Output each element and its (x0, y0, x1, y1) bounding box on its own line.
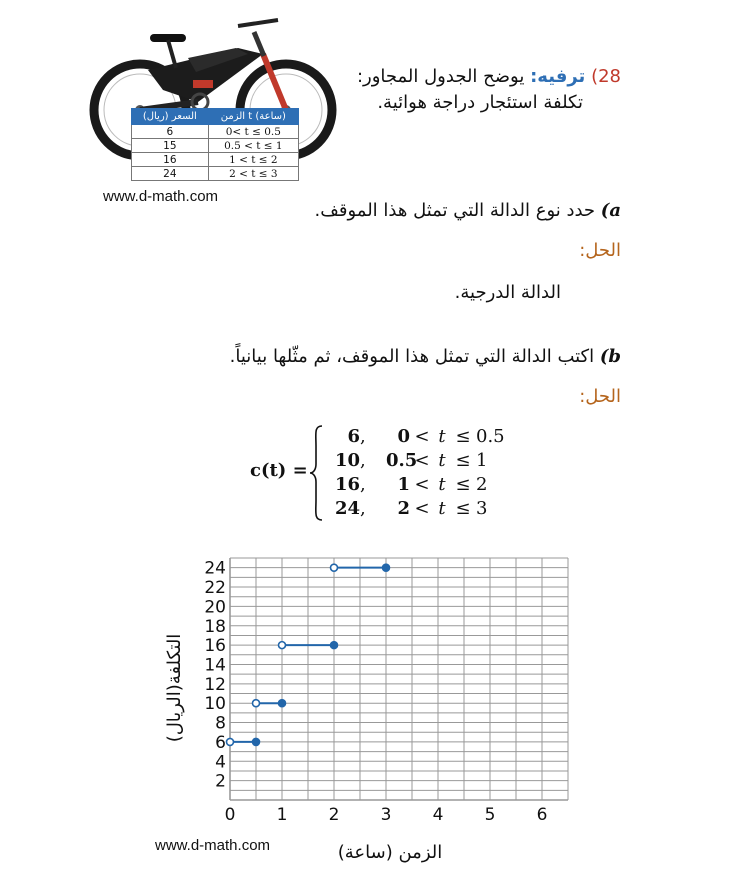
part-a-question (121, 200, 621, 221)
closed-endpoint (253, 738, 260, 745)
part-b-question (101, 346, 621, 367)
part-a-answer: الدالة الدرجية. (454, 282, 561, 303)
part-a-text: حدد نوع الدالة التي تمثل هذا الموقف. (314, 200, 596, 221)
y-tick-label: 6 (215, 732, 226, 753)
formula-right: 2 (476, 474, 488, 495)
problem-topic: ترفيه: (530, 66, 586, 87)
formula-var: t (438, 450, 446, 471)
y-tick-label: 24 (204, 558, 226, 579)
header-price: السعر (ريال) (132, 109, 209, 125)
formula-right: 0.5 (476, 426, 505, 447)
open-endpoint (279, 642, 286, 649)
x-axis-label: الزمن (ساعة) (337, 842, 443, 863)
x-tick-label: 4 (432, 805, 444, 825)
formula-lhs: c(t) = (250, 460, 308, 481)
formula-value: 6 (347, 426, 360, 447)
step-segment (253, 700, 286, 707)
y-tick-label: 14 (204, 655, 226, 676)
formula-right: 1 (476, 450, 488, 471)
formula-row: 16, 1 < t ≤ 2 (330, 474, 516, 496)
price-cell: 15 (132, 139, 209, 153)
formula-var: t (438, 498, 446, 519)
y-tick-label: 8 (215, 713, 226, 734)
part-b-solution-label: الحل: (579, 386, 621, 407)
x-tick-label: 5 (484, 805, 496, 825)
x-tick-label: 1 (276, 805, 288, 825)
problem-line1: يوضح الجدول المجاور: (356, 66, 525, 87)
y-tick-label: 18 (204, 616, 226, 637)
formula-row: 24, 2 < t ≤ 3 (330, 498, 516, 520)
formula-var: t (438, 426, 446, 447)
price-cell: 6 (132, 125, 209, 139)
time-cell: 1 < t ≤ 2 (208, 153, 298, 167)
watermark-bottom: www.d-math.com (155, 837, 271, 854)
time-cell: 0.5 < t ≤ 1 (208, 139, 298, 153)
y-tick-label: 4 (215, 752, 226, 773)
open-endpoint (227, 738, 234, 745)
part-a-letter: a) (600, 200, 621, 221)
y-tick-label: 20 (204, 597, 226, 618)
formula-row: 10, 0.5< t ≤ 1 (330, 450, 516, 472)
y-tick-label: 12 (204, 674, 226, 695)
problem-line2: تكلفة استئجار دراجة هوائية. (377, 92, 583, 113)
formula-op2: ≤ (455, 498, 471, 519)
formula-op2: ≤ (455, 474, 471, 495)
formula-row: 6, 0 < t ≤ 0.5 (330, 426, 516, 448)
y-tick-label: 10 (204, 694, 226, 715)
x-tick-label: 3 (380, 805, 392, 825)
closed-endpoint (331, 642, 338, 649)
x-tick-labels (225, 805, 548, 825)
problem-heading (321, 66, 621, 87)
formula-left: 0 (397, 426, 410, 447)
part-b-letter: b) (599, 346, 621, 367)
watermark-top: www.d-math.com (103, 188, 219, 205)
problem-number: 28) (591, 66, 621, 87)
y-tick-label: 22 (204, 578, 226, 599)
formula-var: t (438, 474, 446, 495)
open-endpoint (253, 700, 260, 707)
price-cell: 16 (132, 153, 209, 167)
y-tick-label: 2 (215, 771, 226, 792)
formula-value: 16 (334, 474, 360, 495)
formula-value: 24 (334, 498, 360, 519)
part-b-text: اكتب الدالة التي تمثل هذا الموقف، ثم مثّلها بيانياً. (229, 346, 595, 367)
formula-op1: < (414, 498, 430, 519)
price-cell: 24 (132, 167, 209, 181)
formula-right: 3 (476, 498, 488, 519)
table-row (132, 125, 299, 139)
x-tick-label: 2 (328, 805, 340, 825)
part-a-solution-label: الحل: (579, 240, 621, 261)
y-tick-label: 16 (204, 636, 226, 657)
formula-left: 1 (397, 474, 410, 495)
table-row (132, 167, 299, 181)
formula-left: 2 (397, 498, 410, 519)
formula-left: 0.5 (386, 450, 418, 471)
formula-op2: ≤ (455, 426, 471, 447)
table-row (132, 153, 299, 167)
formula-op2: ≤ (455, 450, 471, 471)
piecewise-formula (250, 424, 520, 524)
x-tick-label: 6 (536, 805, 548, 825)
open-endpoint (331, 564, 338, 571)
formula-op1: < (414, 426, 430, 447)
table-row (132, 139, 299, 153)
rental-table (131, 108, 299, 181)
formula-op1: < (414, 450, 430, 471)
time-cell: 0< t ≤ 0.5 (208, 125, 298, 139)
grid (230, 558, 568, 800)
formula-value: 10 (334, 450, 360, 471)
left-brace (308, 424, 324, 522)
closed-endpoint (279, 700, 286, 707)
header-time: الزمن t (ساعة) (208, 109, 298, 125)
formula-op1: < (414, 474, 430, 495)
y-axis-label: التكلفة(الريال) (164, 633, 185, 743)
closed-endpoint (383, 564, 390, 571)
step-segment (227, 738, 260, 745)
time-cell: 2 < t ≤ 3 (208, 167, 298, 181)
step-function-chart (150, 548, 590, 868)
y-tick-labels (204, 559, 226, 792)
x-tick-label: 0 (224, 805, 236, 825)
